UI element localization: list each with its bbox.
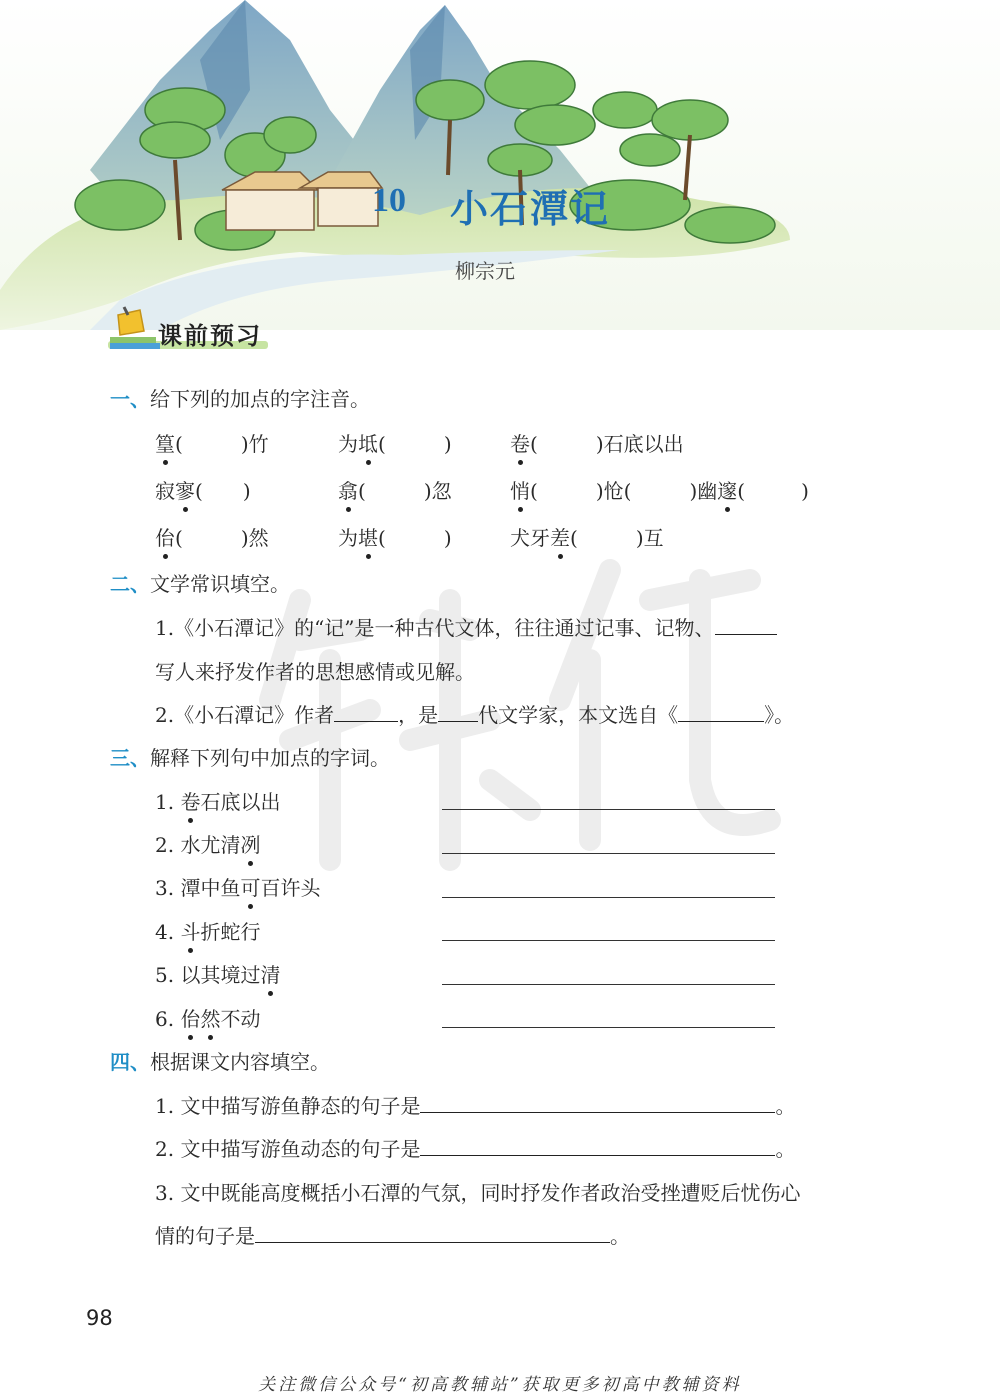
- explain-item-5: 5. 以其境过清: [155, 959, 280, 988]
- answer-line[interactable]: [442, 939, 775, 941]
- pinyin-item: 为堪( ): [338, 522, 452, 551]
- dotted-char: 邃: [717, 475, 737, 504]
- pinyin-item: 为坻( ): [338, 428, 452, 457]
- pinyin-item: 卷( )石底以出: [510, 428, 684, 457]
- section-3-title: 解释下列句中加点的字词。: [150, 746, 390, 770]
- answer-line[interactable]: [442, 896, 775, 898]
- section-4-title: 根据课文内容填空。: [150, 1050, 330, 1074]
- dotted-char: 悄: [510, 475, 530, 504]
- answer-blank[interactable]: [678, 720, 764, 722]
- pinyin-row-2: 寂寥( ): [155, 475, 251, 504]
- content-q2: 2. 文中描写游鱼动态的句子是 。: [155, 1137, 796, 1161]
- answer-blank[interactable]: [420, 1111, 775, 1113]
- section-4-heading: [110, 1046, 330, 1075]
- section-1-number: 一、: [110, 387, 150, 411]
- answer-line[interactable]: [442, 1026, 775, 1028]
- pinyin-item: 悄( )怆( )幽邃( ): [510, 475, 809, 504]
- section-2-heading: [110, 568, 290, 597]
- explain-item-3: 3. 潭中鱼可百许头: [155, 872, 320, 901]
- content-q1: 1. 文中描写游鱼静态的句子是 。: [155, 1094, 796, 1118]
- explain-item-6: 6. 佁然不动: [155, 1003, 260, 1032]
- dotted-char: 卷: [510, 428, 530, 457]
- answer-line[interactable]: [442, 808, 775, 810]
- section-1-title: 给下列的加点的字注音。: [150, 387, 370, 411]
- literature-q1: 1.《小石潭记》的“记”是一种古代文体，往往通过记事、记物、: [155, 612, 777, 641]
- section-4-number: 四、: [110, 1050, 150, 1074]
- pinyin-item: 翕( )忽: [338, 475, 452, 504]
- explain-item-2: 2. 水尤清冽: [155, 829, 260, 858]
- dotted-char: 堪: [358, 522, 378, 551]
- dotted-char: 篁: [155, 428, 175, 457]
- lesson-number: 10: [372, 182, 406, 219]
- dotted-char: 佁: [155, 522, 175, 551]
- explain-item-1: 1. 卷石底以出: [155, 786, 280, 815]
- dotted-char: 翕: [338, 475, 358, 504]
- section-3-heading: [110, 742, 390, 771]
- section-1-heading: [110, 383, 370, 412]
- content-q3-cont: 情的句子是 。: [155, 1224, 630, 1248]
- pinyin-row-3: 佁( )然: [155, 522, 269, 551]
- content-q3: 3. 文中既能高度概括小石潭的气氛，同时抒发作者政治受挫遭贬后忧伤心: [155, 1181, 801, 1205]
- literature-q1-cont: 写人来抒发作者的思想感情或见解。: [155, 660, 475, 684]
- literature-q2: 2.《小石潭记》作者 ，是 代文学家，本文选自《 》。: [155, 703, 795, 727]
- section-3-number: 三、: [110, 746, 150, 770]
- answer-blank[interactable]: [715, 633, 777, 635]
- section-2-number: 二、: [110, 572, 150, 596]
- answer-blank[interactable]: [438, 720, 478, 722]
- answer-blank[interactable]: [420, 1154, 775, 1156]
- explain-item-4: 4. 斗折蛇行: [155, 916, 260, 945]
- answer-blank[interactable]: [334, 720, 398, 722]
- dotted-char: 寥: [175, 475, 195, 504]
- dotted-char: 差: [550, 522, 570, 551]
- section-2-title: 文学常识填空。: [150, 572, 290, 596]
- answer-blank[interactable]: [255, 1241, 610, 1243]
- answer-line[interactable]: [442, 852, 775, 854]
- page-number: 98: [86, 1306, 113, 1330]
- lesson-title: 小石潭记: [450, 186, 611, 231]
- pinyin-item: 犬牙差( )互: [510, 522, 664, 551]
- lesson-author: 柳宗元: [455, 259, 515, 283]
- answer-line[interactable]: [442, 983, 775, 985]
- pinyin-row-1: 篁( )竹: [155, 428, 269, 457]
- footer-note: 关注微信公众号“初高教辅站”获取更多初高中教辅资料: [258, 1375, 742, 1395]
- section-heading-preview: 课前预习: [158, 322, 262, 350]
- dotted-char: 坻: [358, 428, 378, 457]
